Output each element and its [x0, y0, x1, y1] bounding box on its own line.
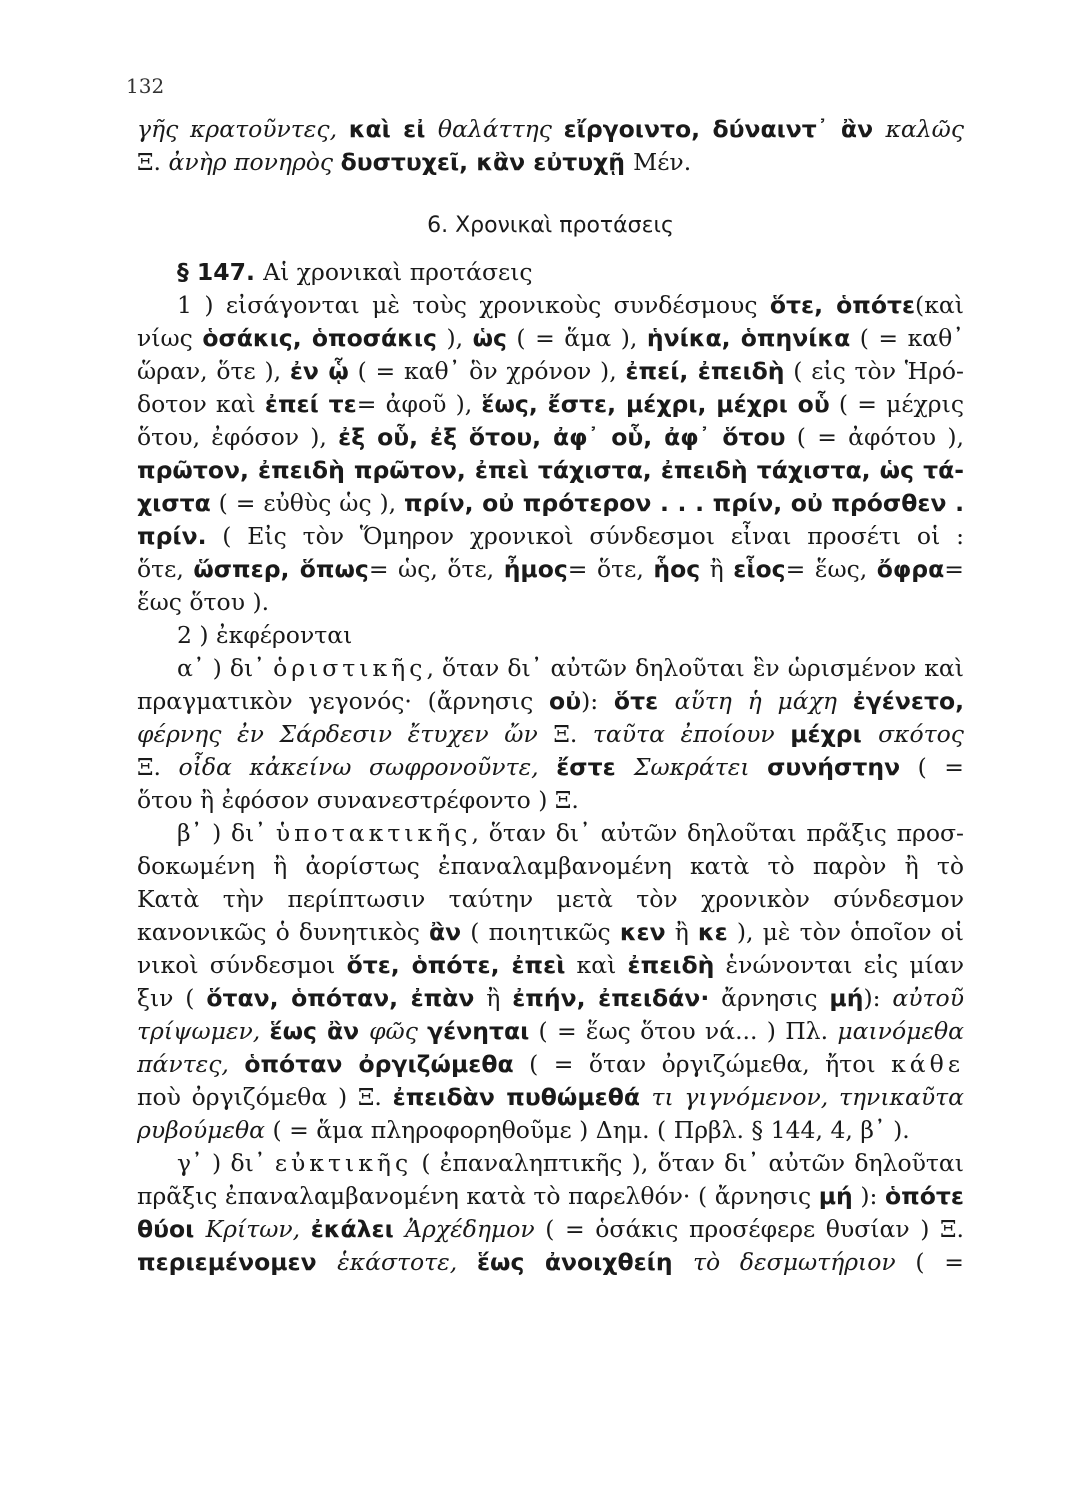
text-segment: ( = ἅμα πληροφορηθοῦμε ) Δημ. ( Πρβλ. § 144, 4, β᾽ ).	[265, 1116, 910, 1144]
text-segment: θύοι	[137, 1215, 206, 1243]
text-segment: , ὅταν δι᾽ αὐτῶν δηλοῦται πρᾶξις προσ-	[471, 819, 964, 847]
text-segment: ( = ἅμα ),	[506, 324, 647, 352]
text-segment: ἑνώνονται εἰς μίαν	[725, 951, 964, 979]
text-segment: ἀνὴρ πονηρὸς	[168, 148, 341, 176]
text-segment: αὕτη ἡ μάχη	[674, 687, 853, 715]
text-segment: δοτον καὶ	[137, 390, 265, 418]
text-line	[137, 421, 964, 454]
text-segment: κανονικῶς ὁ δυνητικὸς	[137, 918, 430, 946]
text-segment: μή	[818, 1182, 853, 1210]
text-segment: πραγματικὸν γεγονός· (ἄρνησις	[137, 687, 550, 715]
text-segment: ὑποτακτικῆς	[275, 819, 472, 847]
text-segment: ἢ	[700, 555, 734, 583]
text-segment: ἄρνησις	[709, 984, 830, 1012]
text-line	[137, 619, 964, 652]
text-segment: ):	[581, 687, 614, 715]
text-segment: κεν	[619, 918, 666, 946]
text-segment: ( = ὅταν ὀργιζώμεθα, ἤτοι	[513, 1050, 892, 1078]
text-segment: ἕως ἀνοιχθείη	[476, 1248, 694, 1276]
text-segment: ἐξ οὗ, ἐξ ὅτου, ἀφ᾽ οὗ, ἀφ᾽ ὅτου	[338, 423, 786, 451]
text-segment: , ὅταν δι᾽ αὐτῶν δηλοῦται ἓν ὡρισμένον καὶ	[426, 654, 964, 682]
text-segment: = ἕως,	[785, 555, 877, 583]
text-segment: ):	[852, 1182, 886, 1210]
text-segment: ἡνίκα, ὁπηνίκα	[646, 324, 851, 352]
text-line	[137, 355, 964, 388]
page-number: 132	[126, 74, 165, 98]
text-line	[137, 454, 964, 487]
text-segment: τι γιγνόμενον, τηνικαῦτα	[651, 1083, 964, 1111]
text-segment: ὅτε	[613, 687, 675, 715]
text-segment: θαλάττης	[437, 115, 564, 143]
text-line	[137, 520, 964, 553]
text-segment: ἕως, ἔστε, μέχρι, μέχρι οὗ	[481, 390, 830, 418]
text-segment: ὥσπερ, ὅπως	[193, 555, 369, 583]
text-line	[137, 916, 964, 949]
text-segment: ἢ	[665, 918, 698, 946]
text-segment: περιεμένομεν	[137, 1248, 338, 1276]
text-segment: οἶδα κἀκείνω σωφρονοῦντε,	[178, 753, 557, 781]
text-line	[137, 850, 964, 883]
text-segment: ρυβούμεθα	[137, 1116, 266, 1144]
text-segment: ὥραν, ὅτε ),	[137, 357, 290, 385]
text-segment: ὡς	[472, 324, 507, 352]
text-segment: τὸ δεσμωτήριον	[693, 1248, 896, 1276]
section-heading: 6. Χρονικαὶ προτάσεις	[427, 213, 674, 238]
text-line	[137, 784, 964, 817]
text-segment: =	[944, 555, 964, 583]
text-segment: ):	[863, 984, 893, 1012]
text-segment: ( = ἀφότου ),	[785, 423, 964, 451]
text-segment: κε	[697, 918, 728, 946]
page-body	[137, 113, 964, 1279]
text-line	[137, 553, 964, 586]
text-segment: εὐκτικῆς	[274, 1149, 413, 1177]
text-segment: ἕως ὅτου ).	[137, 588, 270, 616]
text-segment: 2 ) ἐκφέρονται	[177, 621, 353, 649]
text-segment: αὐτοῦ	[892, 984, 964, 1012]
text-segment: ἦμος	[503, 555, 568, 583]
text-line	[137, 1015, 964, 1048]
text-segment: χιστα	[137, 489, 211, 517]
text-segment: ὅτου ἢ ἐφόσον συνανεστρέφοντο ) Ξ.	[137, 786, 579, 814]
text-line	[137, 388, 964, 421]
text-line	[137, 718, 964, 751]
text-segment: ἐπεί τε	[264, 390, 357, 418]
text-segment: ἂν	[429, 918, 462, 946]
text-line	[137, 652, 964, 685]
text-segment: φέρνης ἐν Σάρδεσιν ἔτυχεν ὤν	[137, 720, 554, 748]
text-segment: ὄφρα	[876, 555, 945, 583]
text-segment: ὁπόταν ὀργιζώμεθα	[244, 1050, 514, 1078]
text-line	[137, 322, 964, 355]
text-line	[137, 256, 964, 289]
text-segment: ἢ	[474, 984, 513, 1012]
text-segment: β᾽ ) δι᾽	[177, 819, 276, 847]
text-segment: μαινόμεθα	[837, 1017, 964, 1045]
text-segment: πρίν.	[137, 522, 207, 550]
text-segment: νικοὶ σύνδεσμοι	[137, 951, 347, 979]
text-line	[137, 949, 964, 982]
text-segment: ( ἐπαναληπτικῆς ), ὅταν δι᾽ αὐτῶν δηλοῦται	[412, 1149, 964, 1177]
text-segment: ( = εὐθὺς ὡς ),	[210, 489, 405, 517]
text-segment: ),	[436, 324, 473, 352]
text-segment: ὅτε, ὁπότε, ἐπεὶ	[346, 951, 566, 979]
text-segment: ( = ὁσάκις προσέφερε θυσίαν ) Ξ.	[534, 1215, 964, 1243]
text-segment: (καὶ	[915, 291, 964, 319]
text-segment: ( ποιητικῶς	[461, 918, 620, 946]
text-segment: Ἀρχέδημον	[405, 1215, 535, 1243]
text-line	[137, 113, 964, 146]
text-segment: ὅταν, ὁπόταν, ἐπὰν	[206, 984, 475, 1012]
text-segment: § 147.	[177, 258, 264, 286]
text-segment: ( εἰς τὸν Ἡρό-	[784, 357, 964, 385]
text-segment: κάθε	[891, 1050, 964, 1078]
text-segment: ποὺ ὀργιζόμεθα ) Ξ.	[137, 1083, 393, 1111]
text-segment: γ᾽ ) δι᾽	[177, 1149, 275, 1177]
text-segment: ἔστε	[556, 753, 634, 781]
text-segment: ( = καθ᾽	[859, 324, 964, 352]
text-segment: ( = ἕως ὅτου νά... ) Πλ.	[529, 1017, 838, 1045]
text-segment: δυστυχεῖ, κἂν εὐτυχῇ	[340, 148, 634, 176]
text-line	[137, 817, 964, 850]
text-segment: ὅτε, ὁπότε	[769, 291, 916, 319]
text-segment: πρᾶξις ἐπαναλαμβανομένη κατὰ τὸ παρελθόν· ( ἄρνησις	[137, 1182, 819, 1210]
text-segment: μέχρι	[790, 720, 879, 748]
text-segment: ὅτου, ἐφόσον ),	[137, 423, 339, 451]
text-segment: πρίν, οὐ πρότερον . . . πρίν, οὐ πρόσθεν .	[404, 489, 964, 517]
text-segment: ( Εἰς τὸν Ὅμηρον χρονικοὶ σύνδεσμοι εἶναι προσέτι οἱ :	[206, 522, 964, 550]
text-segment: καὶ	[565, 951, 628, 979]
text-segment: ὁπότε	[885, 1182, 964, 1210]
text-segment: ἐπειδὰν πυθώμεθά	[392, 1083, 652, 1111]
text-segment: ἐκάλει	[310, 1215, 406, 1243]
text-segment: α᾽ ) δι᾽	[177, 654, 274, 682]
text-line	[137, 1246, 964, 1279]
text-segment: πάντες,	[137, 1050, 245, 1078]
text-segment: ἐπεί, ἐπειδὴ	[625, 357, 785, 385]
text-line	[137, 883, 964, 916]
text-segment: μή	[829, 984, 864, 1012]
text-segment: Αἱ χρονικαὶ προτάσεις	[263, 258, 533, 286]
text-segment: τρίψωμεν,	[137, 1017, 270, 1045]
text-segment: Ξ.	[553, 720, 593, 748]
text-segment: 1 ) εἰσάγονται μὲ τοὺς χρονικοὺς συνδέσμους	[177, 291, 770, 319]
text-segment: Μέν.	[633, 148, 692, 176]
text-segment: = ἀφοῦ ),	[356, 390, 482, 418]
text-segment: ἧος	[653, 555, 701, 583]
text-segment: ( = μέχρις	[829, 390, 964, 418]
text-segment: ( = καθ᾽ ὃν χρόνον ),	[348, 357, 626, 385]
text-segment: ἑκάστοτε,	[337, 1248, 477, 1276]
text-segment: ἐγένετο,	[852, 687, 964, 715]
text-segment: ἕως ἂν	[269, 1017, 370, 1045]
text-line	[137, 1180, 964, 1213]
text-segment: φῶς	[369, 1017, 428, 1045]
text-segment: εἷος	[733, 555, 786, 583]
text-segment: συνήστην	[767, 753, 901, 781]
text-segment: Ξ.	[137, 148, 169, 176]
text-segment: εἴργοιντο, δύναιντ᾽ ἂν	[563, 115, 886, 143]
text-line	[137, 1114, 964, 1147]
text-line	[137, 487, 964, 520]
text-segment: = ὡς, ὅτε,	[368, 555, 504, 583]
text-line	[137, 1048, 964, 1081]
text-segment: Ξ.	[137, 753, 179, 781]
text-segment: ὁσάκις, ὁποσάκις	[202, 324, 437, 352]
text-segment: σκότος	[878, 720, 964, 748]
text-line	[137, 751, 964, 784]
text-line	[137, 146, 964, 179]
text-segment: ), μὲ τὸν ὁποῖον οἱ	[736, 918, 964, 946]
text-segment: ὅτε,	[137, 555, 194, 583]
text-segment: ἐπήν, ἐπειδάν·	[512, 984, 710, 1012]
text-segment: ( =	[915, 1248, 964, 1276]
text-segment: καλῶς	[885, 115, 964, 143]
text-segment: γένηται	[427, 1017, 530, 1045]
text-segment: ξιν (	[137, 984, 207, 1012]
text-segment: ( =	[917, 753, 964, 781]
text-segment: γῆς κρατοῦντες,	[137, 115, 349, 143]
text-line	[137, 289, 964, 322]
text-line	[137, 685, 964, 718]
text-line	[137, 586, 964, 619]
text-line	[137, 1147, 964, 1180]
text-segment: Κατὰ τὴν περίπτωσιν ταύτην μετὰ τὸν χρονικὸν σύνδεσμον	[137, 885, 964, 913]
text-segment: νίως	[137, 324, 203, 352]
text-segment: δοκωμένη ἢ ἀορίστως ἐπαναλαμβανομένη κατὰ τὸ παρὸν ἢ τὸ	[137, 852, 964, 880]
text-segment: πρῶτον, ἐπειδὴ πρῶτον, ἐπεὶ τάχιστα, ἐπειδὴ τάχιστα, ὡς τά-	[137, 456, 964, 484]
text-line	[137, 1081, 964, 1114]
text-segment: Σωκράτει	[633, 753, 768, 781]
text-segment: Κρίτων,	[205, 1215, 311, 1243]
text-segment: οὐ	[549, 687, 582, 715]
text-line	[137, 1213, 964, 1246]
text-line	[137, 982, 964, 1015]
text-segment: ἐν ᾧ	[289, 357, 349, 385]
text-segment: καὶ εἰ	[348, 115, 438, 143]
text-segment: = ὅτε,	[567, 555, 654, 583]
text-segment: ὁριστικῆς	[273, 654, 427, 682]
text-segment: ἐπειδὴ	[627, 951, 715, 979]
text-segment: ταῦτα ἐποίουν	[592, 720, 791, 748]
